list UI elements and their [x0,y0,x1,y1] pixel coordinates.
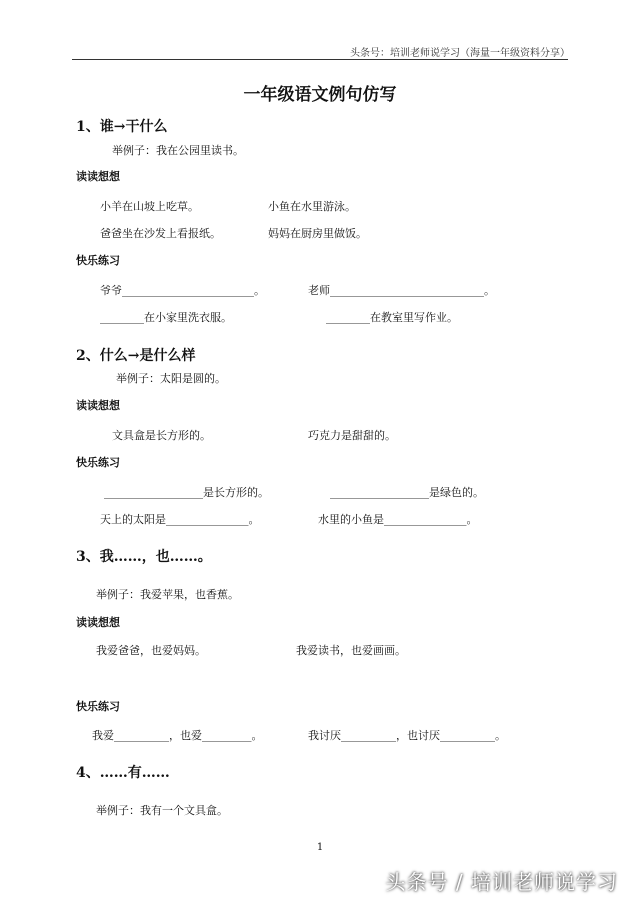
section-1-read-item: 小鱼在水里游泳。 [268,200,356,213]
header-source: 头条号：培训老师说学习（海量一年级资料分享） [350,48,570,59]
section-4-heading: 4、……有…… [76,765,170,781]
section-3-practice-item: 我讨厌__________，也讨厌__________。 [308,729,506,742]
header-rule [72,59,568,60]
section-1-read-item: 爸爸坐在沙发上看报纸。 [100,227,221,240]
section-1-heading: 1、谁→干什么 [76,119,168,135]
page-number: 1 [316,842,324,853]
section-3-read-item: 我爱读书，也爱画画。 [296,644,406,657]
section-2-example: 举例子：太阳是圆的。 [116,372,226,385]
section-1-example: 举例子：我在公园里读书。 [112,144,244,157]
section-1-read-item: 小羊在山坡上吃草。 [100,200,199,213]
section-2-practice-item: __________________是绿色的。 [330,486,484,499]
section-3-read-label: 读读想想 [76,616,120,629]
section-1-read-item: 妈妈在厨房里做饭。 [268,227,367,240]
section-2-read-item: 文具盒是长方形的。 [112,429,211,442]
watermark: 头条号 / 培训老师说学习 [385,870,618,894]
section-3-heading: 3、我……，也……。 [76,549,212,565]
section-3-practice-item: 我爱__________，也爱_________。 [92,729,263,742]
section-2-practice-item: 天上的太阳是_______________。 [100,513,260,526]
section-2-practice-item: 水里的小鱼是_______________。 [318,513,478,526]
section-4-example: 举例子：我有一个文具盒。 [96,804,228,817]
section-1-practice-item: 老师____________________________。 [308,284,495,297]
section-2-heading: 2、什么→是什么样 [76,348,196,364]
section-2-read-item: 巧克力是甜甜的。 [308,429,396,442]
section-1-read-label: 读读想想 [76,170,120,183]
section-1-practice-item: ________在小家里洗衣服。 [100,311,232,324]
section-3-read-item: 我爱爸爸，也爱妈妈。 [96,644,206,657]
section-3-practice-label: 快乐练习 [76,700,120,713]
section-1-practice-label: 快乐练习 [76,254,120,267]
section-1-practice-item: 爷爷________________________。 [100,284,265,297]
page-title: 一年级语文例句仿写 [243,85,397,105]
section-2-read-label: 读读想想 [76,399,120,412]
section-2-practice-item: __________________是长方形的。 [104,486,269,499]
section-2-practice-label: 快乐练习 [76,456,120,469]
section-1-practice-item: ________在教室里写作业。 [326,311,458,324]
section-3-example: 举例子：我爱苹果，也香蕉。 [96,588,239,601]
